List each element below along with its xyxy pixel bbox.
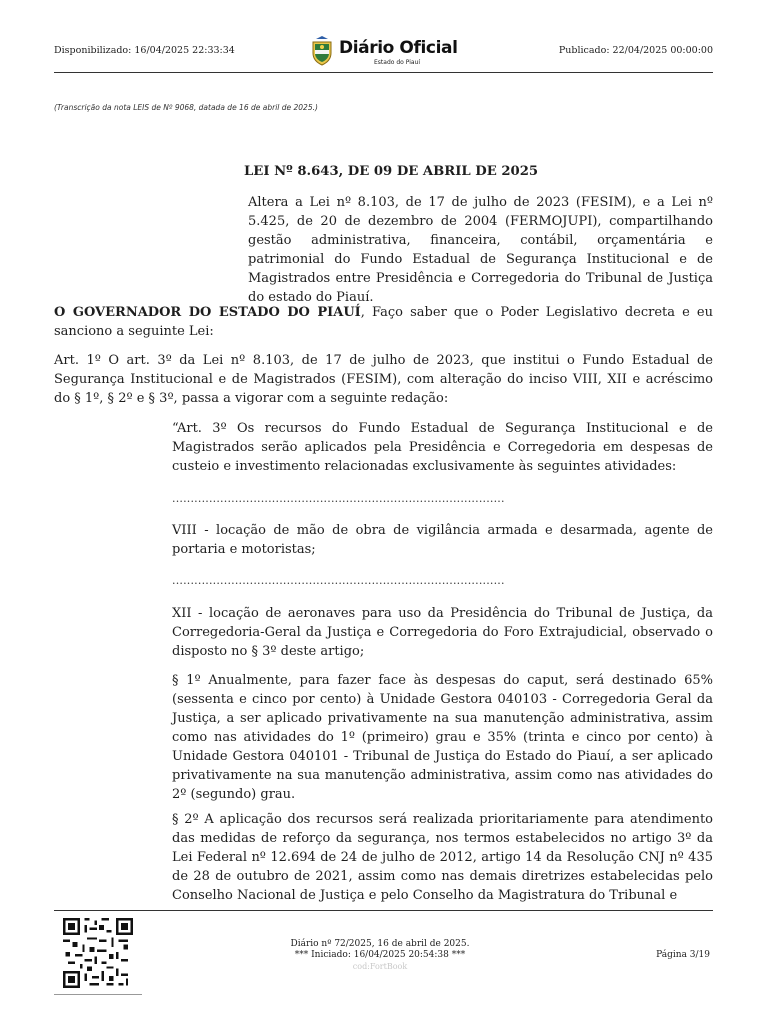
edition-info: Diário nº 72/2025, 16 de abril de 2025. (290, 939, 470, 949)
footer-divider (54, 910, 713, 911)
article-1: Art. 1º O art. 3º da Lei nº 8.103, de 17 de julho de 2023, que institui o Fundo Estadual de Segurança Institucional e de Magistrados (FESIM), com alteração do inciso VIII, XII e acréscimo do § 1º, § 2º e § 3º, passa a vigorar com a seguinte redação: (54, 353, 713, 406)
started-info: *** Iniciado: 16/04/2025 20:54:38 *** (294, 950, 466, 960)
available-date: Disponibilizado: 16/04/2025 22:33:34 (54, 45, 235, 56)
published-date: Publicado: 22/04/2025 00:00:00 (558, 45, 713, 56)
governor-paragraph (54, 303, 713, 341)
diario-oficial-logo (310, 36, 470, 70)
header-divider (54, 72, 713, 73)
logo-subtitle: Estado do Piauí (374, 59, 421, 66)
inciso-xii: XII - locação de aeronaves para uso da Presidência do Tribunal de Justiça, da Corregedoria-Geral da Justiça e Corregedoria do Foro Extrajudicial, observado o disposto no § 3º deste artigo; (172, 606, 713, 659)
paragraph-1: § 1º Anualmente, para fazer face às despesas do caput, será destinado 65% (sessenta e cinco por cento) à Unidade Gestora 040103 - Corregedoria Geral da Justiça, a ser aplicado privativamente na sua manutenção administrativa, assim como nas atividades do 1º (primeiro) grau e 35% (trinta e cinco por cento) à Unidade Gestora 040101 - Tribunal de Justiça do Estado do Piauí, a ser aplicado privativamente na sua manutenção administrativa, assim como nas atividades do 2º (segundo) grau. (172, 673, 713, 802)
governor-heading: O GOVERNADOR DO ESTADO DO PIAUÍ (54, 305, 361, 320)
footer-info (270, 939, 490, 972)
footer-watermark: cod:FortBook (352, 962, 408, 971)
logo-title: Diário Oficial (339, 38, 458, 58)
omission-dots: .......................................................................................... (172, 574, 505, 587)
inciso-viii: VIII - locação de mão de obra de vigilância armada e desarmada, agente de portaria e motoristas; (172, 523, 713, 557)
qr-underline (54, 994, 142, 995)
transcription-note: (Transcrição da nota LEIS de Nº 9068, datada de 16 de abril de 2025.) (54, 103, 318, 112)
law-ementa: Altera a Lei nº 8.103, de 17 de julho de 2023 (FESIM), e a Lei nº 5.425, de 20 de dezembro de 2004 (FERMOJUPI), compartilhando gestão administrativa, financeira, contábil, orçamentária e patrimonial do Fundo Estadual de Segurança Institucional e de Magistrados entre Presidência e Corregedoria do Tribunal de Justiça do estado do Piauí. (248, 195, 713, 305)
page-number: Página 3/19 (656, 950, 710, 960)
quoted-article-3: “Art. 3º Os recursos do Fundo Estadual de Segurança Institucional e de Magistrados serão aplicados pela Presidência e Corregedoria em despesas de custeio e investimento relacionadas exclusivamente às seguintes atividades: (172, 421, 713, 474)
state-coat-of-arms-icon (310, 36, 334, 66)
qr-code-icon (63, 918, 133, 988)
omission-dots: .......................................................................................... (172, 492, 505, 505)
governor-text: , Faço saber que o Poder Legislativo decreta e eu sanciono a seguinte Lei: (54, 305, 713, 339)
paragraph-2: § 2º A aplicação dos recursos será realizada prioritariamente para atendimento das medidas de reforço da segurança, nos termos estabelecidos no artigo 3º da Lei Federal nº 12.694 de 24 de julho de 2012, artigo 14 da Resolução CNJ nº 435 de 28 de outubro de 2021, assim como nas demais diretrizes estabelecidas pelo Conselho Nacional de Justiça e pelo Conselho da Magistratura do Tribunal e (172, 812, 713, 903)
law-title: LEI Nº 8.643, DE 09 DE ABRIL DE 2025 (244, 164, 539, 179)
